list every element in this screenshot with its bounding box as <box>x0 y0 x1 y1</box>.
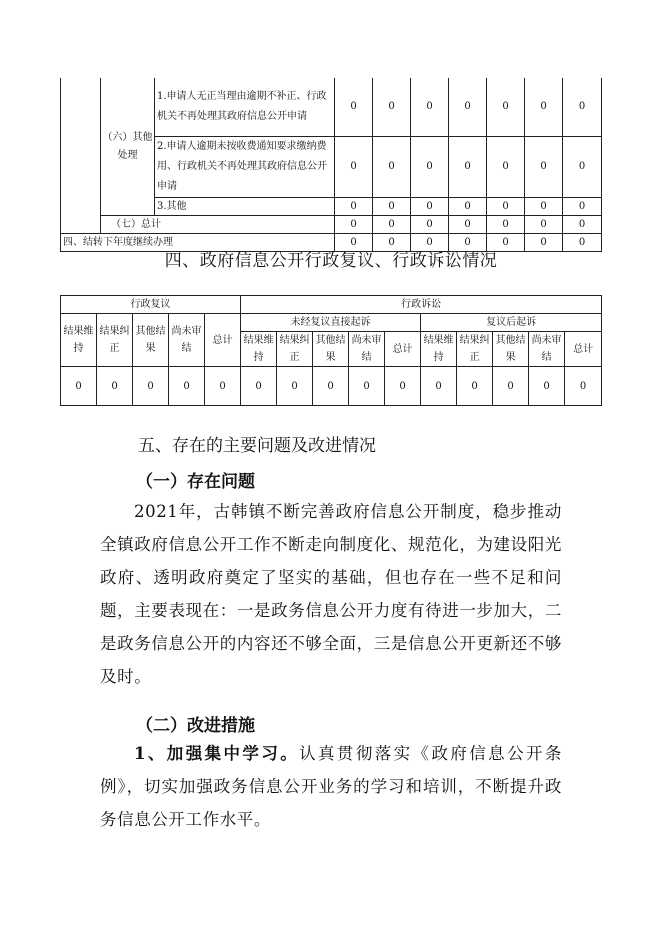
row-desc: 3.其他 <box>155 198 335 216</box>
cell-value: 0 <box>525 198 563 216</box>
carry-over-label: 四、结转下年度继续办理 <box>61 234 335 252</box>
cell-value: 0 <box>61 367 97 406</box>
cell-value: 0 <box>563 137 602 198</box>
cell-value: 0 <box>525 78 563 137</box>
col-header: 其他结果 <box>133 314 169 367</box>
cell-value: 0 <box>411 234 449 252</box>
cell-value: 0 <box>421 367 457 406</box>
admin-review-header: 行政复议 <box>61 296 241 314</box>
measure-text: 认真贯彻落实《政府信息公开条例》，切实加强政务信息公开业务的学习和培训，不断提升政务信息公开工作水平。 <box>100 744 562 829</box>
cell-value: 0 <box>487 216 525 234</box>
cell-value: 0 <box>411 198 449 216</box>
cell-value: 0 <box>335 137 373 198</box>
col-header: 结果纠正 <box>277 332 313 367</box>
cell-value: 0 <box>449 78 487 137</box>
section5-title: 五、存在的主要问题及改进情况 <box>138 436 376 456</box>
cell-value: 0 <box>385 367 421 406</box>
cell-value: 0 <box>487 137 525 198</box>
cell-value: 0 <box>525 137 563 198</box>
cell-value: 0 <box>487 198 525 216</box>
cell-value: 0 <box>565 367 602 406</box>
cell-value: 0 <box>373 216 411 234</box>
cell-value: 0 <box>169 367 205 406</box>
cell-value: 0 <box>449 216 487 234</box>
cell-value: 0 <box>457 367 493 406</box>
col-header: 结果纠正 <box>97 314 133 367</box>
measure-lead: 1、加强集中学习。 <box>134 744 300 763</box>
cell-value: 0 <box>373 78 411 137</box>
col-header: 总计 <box>205 314 241 367</box>
application-handling-table <box>60 78 602 252</box>
cell-value: 0 <box>449 234 487 252</box>
cell-value: 0 <box>97 367 133 406</box>
cell-value: 0 <box>563 234 602 252</box>
cell-value: 0 <box>525 216 563 234</box>
col-header: 结果维持 <box>421 332 457 367</box>
cell-value: 0 <box>349 367 385 406</box>
cell-value: 0 <box>411 216 449 234</box>
cell-value: 0 <box>411 137 449 198</box>
cell-value: 0 <box>373 198 411 216</box>
col-header: 其他结果 <box>493 332 529 367</box>
problems-text: 2021年，古韩镇不断完善政府信息公开制度，稳步推动全镇政府信息公开工作不断走向制度化、规范化，为建设阳光政府、透明政府奠定了坚实的基础，但也存在一些不足和问题，主要表现在：一是政务信息公开力度有待进一步加大，二是政务信息公开的内容还不够全面，三是信息公开更新还不够及时。 <box>100 502 562 686</box>
cell-value: 0 <box>373 234 411 252</box>
admin-litigation-header: 行政诉讼 <box>241 296 602 314</box>
cell-value: 0 <box>493 367 529 406</box>
cell-value: 0 <box>335 216 373 234</box>
subheading-problems: （一）存在问题 <box>136 472 255 492</box>
col-header: 其他结果 <box>313 332 349 367</box>
cell-value: 0 <box>411 78 449 137</box>
cell-value: 0 <box>335 198 373 216</box>
cell-value: 0 <box>449 137 487 198</box>
cell-value: 0 <box>563 78 602 137</box>
col-header: 结果维持 <box>61 314 97 367</box>
cell-value: 0 <box>313 367 349 406</box>
cell-value: 0 <box>373 137 411 198</box>
cell-value: 0 <box>563 198 602 216</box>
cell-value: 0 <box>487 234 525 252</box>
col-header: 总计 <box>565 332 602 367</box>
cell-value: 0 <box>205 367 241 406</box>
col-header: 尚未审结 <box>169 314 205 367</box>
cell-value: 0 <box>133 367 169 406</box>
col-header: 结果纠正 <box>457 332 493 367</box>
section4-title: 四、政府信息公开行政复议、行政诉讼情况 <box>164 251 498 271</box>
cell-value: 0 <box>335 78 373 137</box>
direct-suit-header: 未经复议直接起诉 <box>241 314 421 332</box>
row-desc: 1.申请人无正当理由逾期不补正、行政机关不再处理其政府信息公开申请 <box>155 78 335 137</box>
cell-value: 0 <box>241 367 277 406</box>
subheading-measures: （二）改进措施 <box>136 716 255 736</box>
col-header: 尚未审结 <box>349 332 385 367</box>
col-header: 总计 <box>385 332 421 367</box>
col-header: 结果维持 <box>241 332 277 367</box>
cell-value: 0 <box>563 216 602 234</box>
cell-value: 0 <box>529 367 565 406</box>
other-handling-label: （六）其他处理 <box>101 78 155 216</box>
measures-paragraph <box>100 737 562 836</box>
cell-value: 0 <box>335 234 373 252</box>
review-litigation-table <box>60 295 602 406</box>
cell-value: 0 <box>487 78 525 137</box>
cell-value: 0 <box>277 367 313 406</box>
col-header: 尚未审结 <box>529 332 565 367</box>
after-review-suit-header: 复议后起诉 <box>421 314 602 332</box>
problems-paragraph <box>100 495 562 693</box>
total-label: （七）总计 <box>101 216 335 234</box>
cell-value: 0 <box>525 234 563 252</box>
outer-blank-cell <box>61 78 101 234</box>
cell-value: 0 <box>449 198 487 216</box>
row-desc: 2.申请人逾期未按收费通知要求缴纳费用、行政机关不再处理其政府信息公开申请 <box>155 137 335 198</box>
